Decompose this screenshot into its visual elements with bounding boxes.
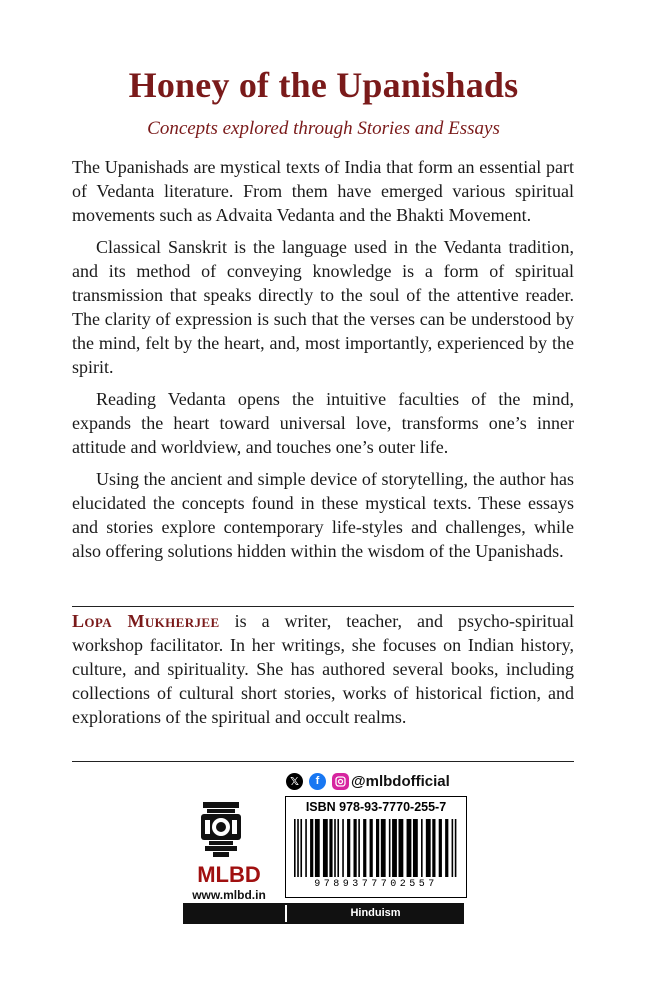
isbn-label: ISBN 978-93-7770-255-7 bbox=[305, 800, 447, 814]
facebook-icon[interactable]: f bbox=[309, 773, 326, 790]
divider bbox=[72, 606, 574, 607]
category-bar bbox=[183, 903, 464, 924]
instagram-icon[interactable] bbox=[332, 773, 349, 790]
category-label: Hinduism bbox=[350, 907, 401, 919]
social-handle[interactable]: @mlbdofficial bbox=[351, 772, 450, 790]
blurb-paragraph: Classical Sanskrit is the language used in the Vedanta tradition, and its method of conveying knowledge is a form of spiritual transmission that speaks directly to the soul of the attentive reader. The clarity of expression is such that the verses can be understood by the mind, felt by the heart, and, most importantly, experienced by the spirit. bbox=[72, 237, 574, 377]
divider bbox=[72, 761, 574, 762]
author-name: Lopa Mukherjee bbox=[72, 611, 220, 631]
social-links bbox=[286, 770, 450, 792]
author-bio-text: is a writer, teacher, and psycho-spiritual workshop facilitator. In her writings, she focuses on Indian history, culture, and spirituality. She has authored several books, including collections of cultural short stories, works of historical fiction, and explorations of the spiritual and occult realms. bbox=[72, 611, 574, 727]
x-icon[interactable]: 𝕏 bbox=[286, 773, 303, 790]
author-bio bbox=[72, 609, 574, 729]
publisher-logo-icon bbox=[199, 800, 243, 858]
publisher-name: MLBD bbox=[197, 862, 261, 887]
blurb-paragraph: Using the ancient and simple device of storytelling, the author has elucidated the concepts found in these mystical texts. These essays and stories explore contemporary life-styles and challenges, while also offering solutions hidden within the wisdom of the Upanishads. bbox=[72, 469, 574, 561]
publisher-url[interactable]: www.mlbd.in bbox=[192, 888, 266, 902]
barcode-digits: 9789377702557 bbox=[314, 879, 438, 890]
book-subtitle: Concepts explored through Stories and Essays bbox=[147, 118, 500, 139]
barcode bbox=[294, 819, 458, 877]
isbn-block bbox=[285, 796, 467, 898]
blurb-paragraph: The Upanishads are mystical texts of India that form an essential part of Vedanta literature. From them have emerged various spiritual movements such as Advaita Vedanta and the Bhakti Movement. bbox=[72, 157, 574, 225]
book-title: Honey of the Upanishads bbox=[128, 65, 519, 105]
blurb-paragraph: Reading Vedanta opens the intuitive faculties of the mind, expands the heart toward universal love, transforms one’s inner attitude and worldview, and touches one’s outer life. bbox=[72, 389, 574, 457]
blurb bbox=[72, 155, 574, 571]
